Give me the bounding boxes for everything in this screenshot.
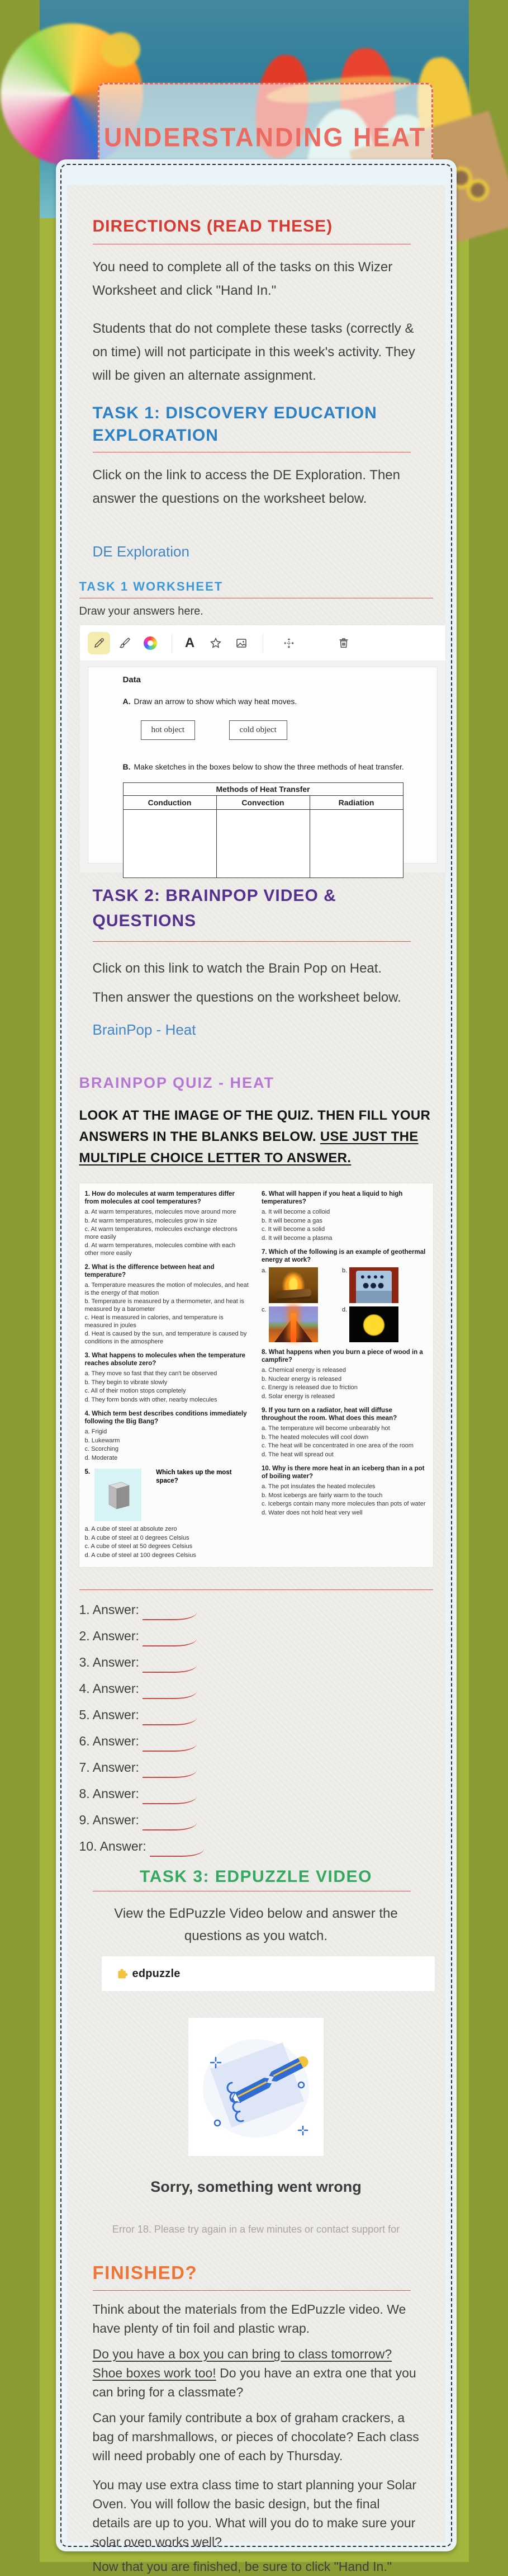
shape-tool-button[interactable] bbox=[205, 632, 227, 654]
image-tool-button[interactable] bbox=[230, 632, 253, 654]
quiz-question-5 bbox=[85, 1469, 251, 1521]
task2-heading: TASK 2: BRAINPOP VIDEO & QUESTIONS bbox=[92, 886, 336, 930]
answer-row-9 bbox=[79, 1807, 433, 1833]
quiz-q6-option-c: c. It will become a solid bbox=[262, 1226, 325, 1233]
quiz-q6-option-a: a. It will become a colloid bbox=[262, 1209, 330, 1215]
quiz-q7-choice-a bbox=[262, 1267, 323, 1303]
quiz-q5-option-c: c. A cube of steel at 50 degrees Celsius bbox=[84, 1543, 193, 1550]
quiz-q10-option-d: d. Water does not hold heat very well bbox=[262, 1509, 363, 1516]
answer-9-input[interactable] bbox=[143, 1811, 197, 1830]
scan-item-b bbox=[123, 762, 437, 771]
trash-icon bbox=[337, 636, 350, 650]
image-icon bbox=[235, 636, 248, 650]
brainpop-link[interactable]: BrainPop - Heat bbox=[92, 1021, 196, 1038]
edpuzzle-logo[interactable] bbox=[116, 1968, 181, 1980]
quiz-q3-option-c: c. All of their motion stops completely bbox=[84, 1388, 186, 1394]
answer-8-input[interactable] bbox=[143, 1785, 197, 1804]
quiz-right-column bbox=[262, 1190, 428, 1559]
quiz-q3-option-b: b. They begin to vibrate slowly bbox=[84, 1379, 168, 1386]
answer-row-6 bbox=[79, 1728, 433, 1754]
quiz-q6-option-b: b. It will become a gas bbox=[262, 1217, 322, 1224]
quiz-q7-choice-b bbox=[342, 1267, 403, 1303]
quiz-q8-option-a: a. Chemical energy is released bbox=[262, 1367, 346, 1374]
quiz-q7-label-b: b. bbox=[342, 1267, 348, 1274]
quiz-question-9: 9. If you turn on a radiator, heat will diffuse throughout the room. What does this mean? bbox=[262, 1407, 397, 1422]
quiz-q7-choice-d bbox=[342, 1306, 403, 1342]
answer-label: 5. Answer: bbox=[79, 1707, 139, 1722]
quiz-q9-option-b: b. The heated molecules will cool down bbox=[262, 1433, 369, 1441]
color-wheel-button[interactable] bbox=[139, 632, 162, 654]
section-divider bbox=[93, 941, 411, 942]
section-divider bbox=[93, 2290, 411, 2291]
quiz-question-1: 1. How do molecules at warm temperatures differ from molecules at cool temperatures? bbox=[84, 1191, 235, 1205]
answer-4-input[interactable] bbox=[143, 1680, 197, 1699]
quiz-q4-option-a: a. Frigid bbox=[84, 1428, 107, 1435]
text-tool-button[interactable]: A bbox=[184, 635, 195, 650]
table-col-convection: Convection bbox=[216, 796, 310, 810]
answer-label: 7. Answer: bbox=[79, 1760, 139, 1775]
campfire-image bbox=[269, 1267, 318, 1303]
scan-item-a-number: A. bbox=[122, 697, 131, 706]
drawing-toolbar bbox=[80, 625, 445, 661]
answer-3-input[interactable] bbox=[143, 1654, 197, 1673]
quiz-q10-option-c: c. Icebergs contain many more molecules than pots of water bbox=[262, 1501, 426, 1507]
task1-heading: TASK 1: DISCOVERY EDUCATION EXPLORATION bbox=[92, 404, 377, 445]
cold-object-box: cold object bbox=[229, 720, 287, 740]
answer-label: 1. Answer: bbox=[79, 1602, 139, 1617]
quiz-heading: BRAINPOP QUIZ - HEAT bbox=[79, 1074, 275, 1091]
delete-tool-button[interactable] bbox=[333, 632, 355, 654]
finished-paragraph-5: Now that you are finished, be sure to click "Hand In." bbox=[92, 2559, 392, 2574]
table-cell-empty bbox=[216, 810, 310, 878]
directions-heading: DIRECTIONS (READ THESE) bbox=[92, 217, 333, 235]
section-directions bbox=[93, 185, 420, 388]
color-wheel-icon bbox=[144, 636, 157, 650]
section-task1-worksheet bbox=[79, 579, 433, 873]
pencil-tool-button[interactable] bbox=[88, 632, 110, 654]
move-tool-button[interactable] bbox=[278, 632, 300, 654]
quiz-q5-option-a: a. A cube of steel at absolute zero bbox=[84, 1526, 177, 1532]
quiz-q6-option-d: d. It will become a plasma bbox=[262, 1234, 333, 1242]
answer-7-input[interactable] bbox=[143, 1759, 197, 1778]
quiz-q4-option-d: d. Moderate bbox=[84, 1454, 118, 1461]
answer-label: 9. Answer: bbox=[79, 1813, 139, 1827]
quiz-instruction-underlined: USE JUST THE MULTIPLE CHOICE LETTER TO ANSWER. bbox=[79, 1129, 419, 1166]
quiz-q9-option-a: a. The temperature will become unbearably hot bbox=[262, 1425, 390, 1432]
puzzle-piece-icon bbox=[116, 1968, 129, 1980]
task3-paragraph: View the EdPuzzle Video below and answer the questions as you watch. bbox=[114, 1906, 398, 1943]
finished-paragraph-4: You may use extra class time to start planning your Solar Oven. You will follow the basic design, but the final details are up to you. What will you do to make sure your solar oven works well? bbox=[92, 2478, 417, 2549]
gas-stove-image bbox=[349, 1267, 398, 1303]
wizer-worksheet-page bbox=[40, 0, 469, 2574]
broken-pencil-icon bbox=[197, 2027, 315, 2147]
task3-heading: TASK 3: EDPUZZLE VIDEO bbox=[140, 1867, 372, 1886]
section-brainpop-quiz bbox=[79, 1074, 433, 1860]
quiz-q7-label-a: a. bbox=[262, 1267, 267, 1274]
quiz-q2-option-c: c. Heat is measured in calories, and temperature is measured in joules bbox=[84, 1314, 224, 1329]
directions-paragraph-1: You need to complete all of the tasks on this Wizer Worksheet and click "Hand In." bbox=[92, 260, 393, 298]
finished-paragraph-1: Think about the materials from the EdPuzzle video. We have plenty of tin foil and plastic wrap. bbox=[92, 2302, 406, 2336]
scan-data-label: Data bbox=[122, 675, 141, 685]
section-finished bbox=[93, 2262, 420, 2576]
embed-error-title: Sorry, something went wrong bbox=[150, 2178, 362, 2195]
task1-worksheet-heading: TASK 1 WORKSHEET bbox=[79, 579, 224, 593]
quiz-q1-option-c: c. At warm temperatures, molecules exchange electrons more easily bbox=[84, 1226, 238, 1240]
answer-label: 6. Answer: bbox=[79, 1734, 139, 1748]
answer-row-1 bbox=[79, 1597, 433, 1623]
quiz-image bbox=[79, 1183, 433, 1567]
quiz-instruction bbox=[79, 1105, 433, 1169]
quiz-question-8: 8. What happens when you burn a piece of wood in a campfire? bbox=[262, 1349, 423, 1364]
quiz-q7-image-grid bbox=[262, 1267, 428, 1342]
finished-p2-underlined: Do you have a box you can bring to class tomorrow? Shoe boxes work too! bbox=[92, 2347, 392, 2380]
quiz-q4-option-c: c. Scorching bbox=[84, 1446, 119, 1452]
draw-prompt: Draw your answers here. bbox=[79, 605, 203, 617]
quiz-q8-option-c: c. Energy is released due to friction bbox=[262, 1384, 358, 1391]
scan-item-a bbox=[123, 697, 437, 706]
quiz-q2-option-d: d. Heat is caused by the sun, and temperature is caused by conditions in the atmosphere bbox=[84, 1331, 247, 1345]
quiz-q7-label-d: d. bbox=[342, 1306, 348, 1313]
scan-item-a-text: Draw an arrow to show which way heat moves. bbox=[134, 697, 297, 706]
quiz-question-10: 10. Why is there more heat in an iceberg than in a pot of boiling water? bbox=[262, 1465, 425, 1480]
answer-label: 10. Answer: bbox=[79, 1839, 146, 1853]
scan-item-b-text: Make sketches in the boxes below to show the three methods of heat transfer. bbox=[134, 762, 404, 771]
section-task3 bbox=[93, 1867, 420, 2235]
quiz-q1-option-a: a. At warm temperatures, molecules move around more bbox=[84, 1209, 236, 1215]
answer-1-input[interactable] bbox=[143, 1601, 197, 1620]
answer-row-7 bbox=[79, 1754, 433, 1781]
drawing-canvas[interactable] bbox=[80, 661, 445, 872]
answer-6-input[interactable] bbox=[143, 1733, 197, 1752]
quiz-q2-option-b: b. Temperature is measured by a thermometer, and heat is measured by a barometer bbox=[84, 1298, 244, 1313]
answer-label: 2. Answer: bbox=[79, 1629, 139, 1643]
answer-label: 4. Answer: bbox=[79, 1681, 139, 1696]
quiz-q8-option-d: d. Solar energy is released bbox=[262, 1393, 335, 1400]
quiz-q7-choice-c bbox=[262, 1306, 323, 1342]
task2-paragraph: Click on this link to watch the Brain Pop on Heat. Then answer the questions on the worksheet below. bbox=[92, 961, 401, 1005]
answer-row-5 bbox=[79, 1702, 433, 1728]
table-col-conduction: Conduction bbox=[123, 796, 216, 810]
cube-icon bbox=[103, 1478, 132, 1512]
quiz-q2-option-a: a. Temperature measures the motion of molecules, and heat is the energy of that motion bbox=[84, 1282, 249, 1296]
finished-p2-rest: Do you have an extra one that you can bring for a classmate? bbox=[92, 2366, 416, 2399]
goggles-image bbox=[467, 179, 489, 201]
answer-10-input[interactable] bbox=[150, 1838, 204, 1857]
quiz-q7-label-c: c. bbox=[262, 1306, 267, 1313]
quiz-q9-option-c: c. The heat will be concentrated in one area of the room bbox=[262, 1442, 414, 1449]
worksheet-scan bbox=[88, 667, 438, 864]
edpuzzle-embed-header bbox=[102, 1956, 435, 1991]
directions-paragraph-2: Students that do not complete these tasks (correctly & on time) will not participate in this week's activity. They will be given an alternate assignment. bbox=[92, 321, 415, 383]
quiz-q3-option-a: a. They move so fast that they can't be observed bbox=[84, 1370, 217, 1377]
table-title: Methods of Heat Transfer bbox=[123, 783, 403, 796]
answer-label: 3. Answer: bbox=[79, 1655, 139, 1669]
brush-tool-button[interactable] bbox=[113, 632, 136, 654]
answer-row-2 bbox=[79, 1623, 433, 1649]
quiz-q9-option-d: d. The heat will spread out bbox=[262, 1451, 334, 1458]
quiz-q1-option-d: d. At warm temperatures, molecules combine with each other more easily bbox=[84, 1242, 236, 1257]
star-icon bbox=[209, 636, 222, 650]
answer-row-8 bbox=[79, 1781, 433, 1807]
quiz-question-2: 2. What is the difference between heat and temperature? bbox=[84, 1264, 215, 1278]
quiz-q5-option-d: d. A cube of steel at 100 degrees Celsius bbox=[84, 1551, 196, 1559]
worksheet-body-card bbox=[56, 159, 457, 2574]
quiz-q1-option-b: b. At warm temperatures, molecules grow in size bbox=[84, 1217, 217, 1224]
quiz-instruction-text: LOOK AT THE IMAGE OF THE QUIZ. THEN FILL YOUR ANSWERS IN THE BLANKS BELOW. bbox=[79, 1108, 431, 1144]
quiz-question-6: 6. What will happen if you heat a liquid to high temperatures? bbox=[262, 1191, 403, 1205]
heat-objects-row bbox=[141, 720, 437, 740]
finished-heading: FINISHED? bbox=[92, 2262, 198, 2283]
beach-ball-cap bbox=[101, 32, 140, 67]
table-cell-empty bbox=[310, 810, 403, 878]
finished-paragraph-3: Can your family contribute a box of graham crackers, a bag of marshmallows, or pieces of chocolate? Each class will need probably one of each by Thursday. bbox=[92, 2410, 419, 2463]
drawing-widget bbox=[79, 625, 446, 873]
answer-5-input[interactable] bbox=[143, 1706, 197, 1725]
volcano-image bbox=[269, 1306, 318, 1342]
pencil-icon bbox=[92, 636, 106, 650]
answer-row-4 bbox=[79, 1676, 433, 1702]
worksheet-paper bbox=[67, 185, 445, 2574]
finished-paragraph-2 bbox=[93, 2344, 420, 2402]
quiz-question-4: 4. Which term best describes conditions immediately following the Big Bang? bbox=[84, 1410, 247, 1425]
page-title: UNDERSTANDING HEAT bbox=[103, 122, 427, 152]
hot-object-box: hot object bbox=[141, 720, 196, 740]
steel-cube-image bbox=[94, 1469, 141, 1521]
quiz-q8-option-b: b. Nuclear energy is released bbox=[262, 1375, 342, 1383]
quiz-q4-option-b: b. Lukewarm bbox=[84, 1437, 120, 1444]
answers-divider bbox=[79, 1589, 433, 1590]
de-exploration-link[interactable]: DE Exploration bbox=[92, 543, 189, 560]
quiz-question-7: 7. Which of the following is an example of geothermal energy at work? bbox=[262, 1249, 426, 1263]
sun-image bbox=[349, 1306, 398, 1342]
quiz-q10-option-b: b. Most icebergs are fairly warm to the touch bbox=[262, 1492, 383, 1499]
section-task2 bbox=[93, 883, 420, 1039]
quiz-q5-number: 5. bbox=[84, 1469, 91, 1475]
embed-error-detail: Error 18. Please try again in a few minutes or contact support for bbox=[112, 2224, 400, 2235]
quiz-question-3: 3. What happens to molecules when the temperature reaches absolute zero? bbox=[84, 1352, 246, 1367]
heat-transfer-table bbox=[123, 782, 403, 878]
quiz-left-column bbox=[85, 1190, 251, 1559]
answer-label: 8. Answer: bbox=[79, 1786, 139, 1801]
section-task1 bbox=[93, 402, 420, 560]
error-illustration bbox=[188, 2018, 324, 2156]
answer-2-input[interactable] bbox=[143, 1627, 197, 1646]
scan-item-b-number: B. bbox=[122, 762, 131, 771]
answer-row-3 bbox=[79, 1649, 433, 1676]
answer-row-10 bbox=[79, 1833, 433, 1860]
task1-paragraph: Click on the link to access the DE Exploration. Then answer the questions on the worksheet below. bbox=[92, 468, 400, 506]
quiz-q5-option-b: b. A cube of steel at 0 degrees Celsius bbox=[84, 1534, 189, 1541]
edpuzzle-logo-text: edpuzzle bbox=[132, 1967, 181, 1980]
quiz-q3-option-d: d. They form bonds with other, nearby molecules bbox=[84, 1396, 217, 1403]
brush-icon bbox=[118, 636, 131, 650]
move-icon bbox=[282, 636, 296, 650]
quiz-q5-text: Which takes up the most space? bbox=[156, 1469, 232, 1484]
answers-list bbox=[79, 1597, 433, 1860]
table-col-radiation: Radiation bbox=[310, 796, 403, 810]
quiz-q10-option-a: a. The pot insulates the heated molecules bbox=[262, 1483, 376, 1490]
table-cell-empty bbox=[123, 810, 216, 878]
